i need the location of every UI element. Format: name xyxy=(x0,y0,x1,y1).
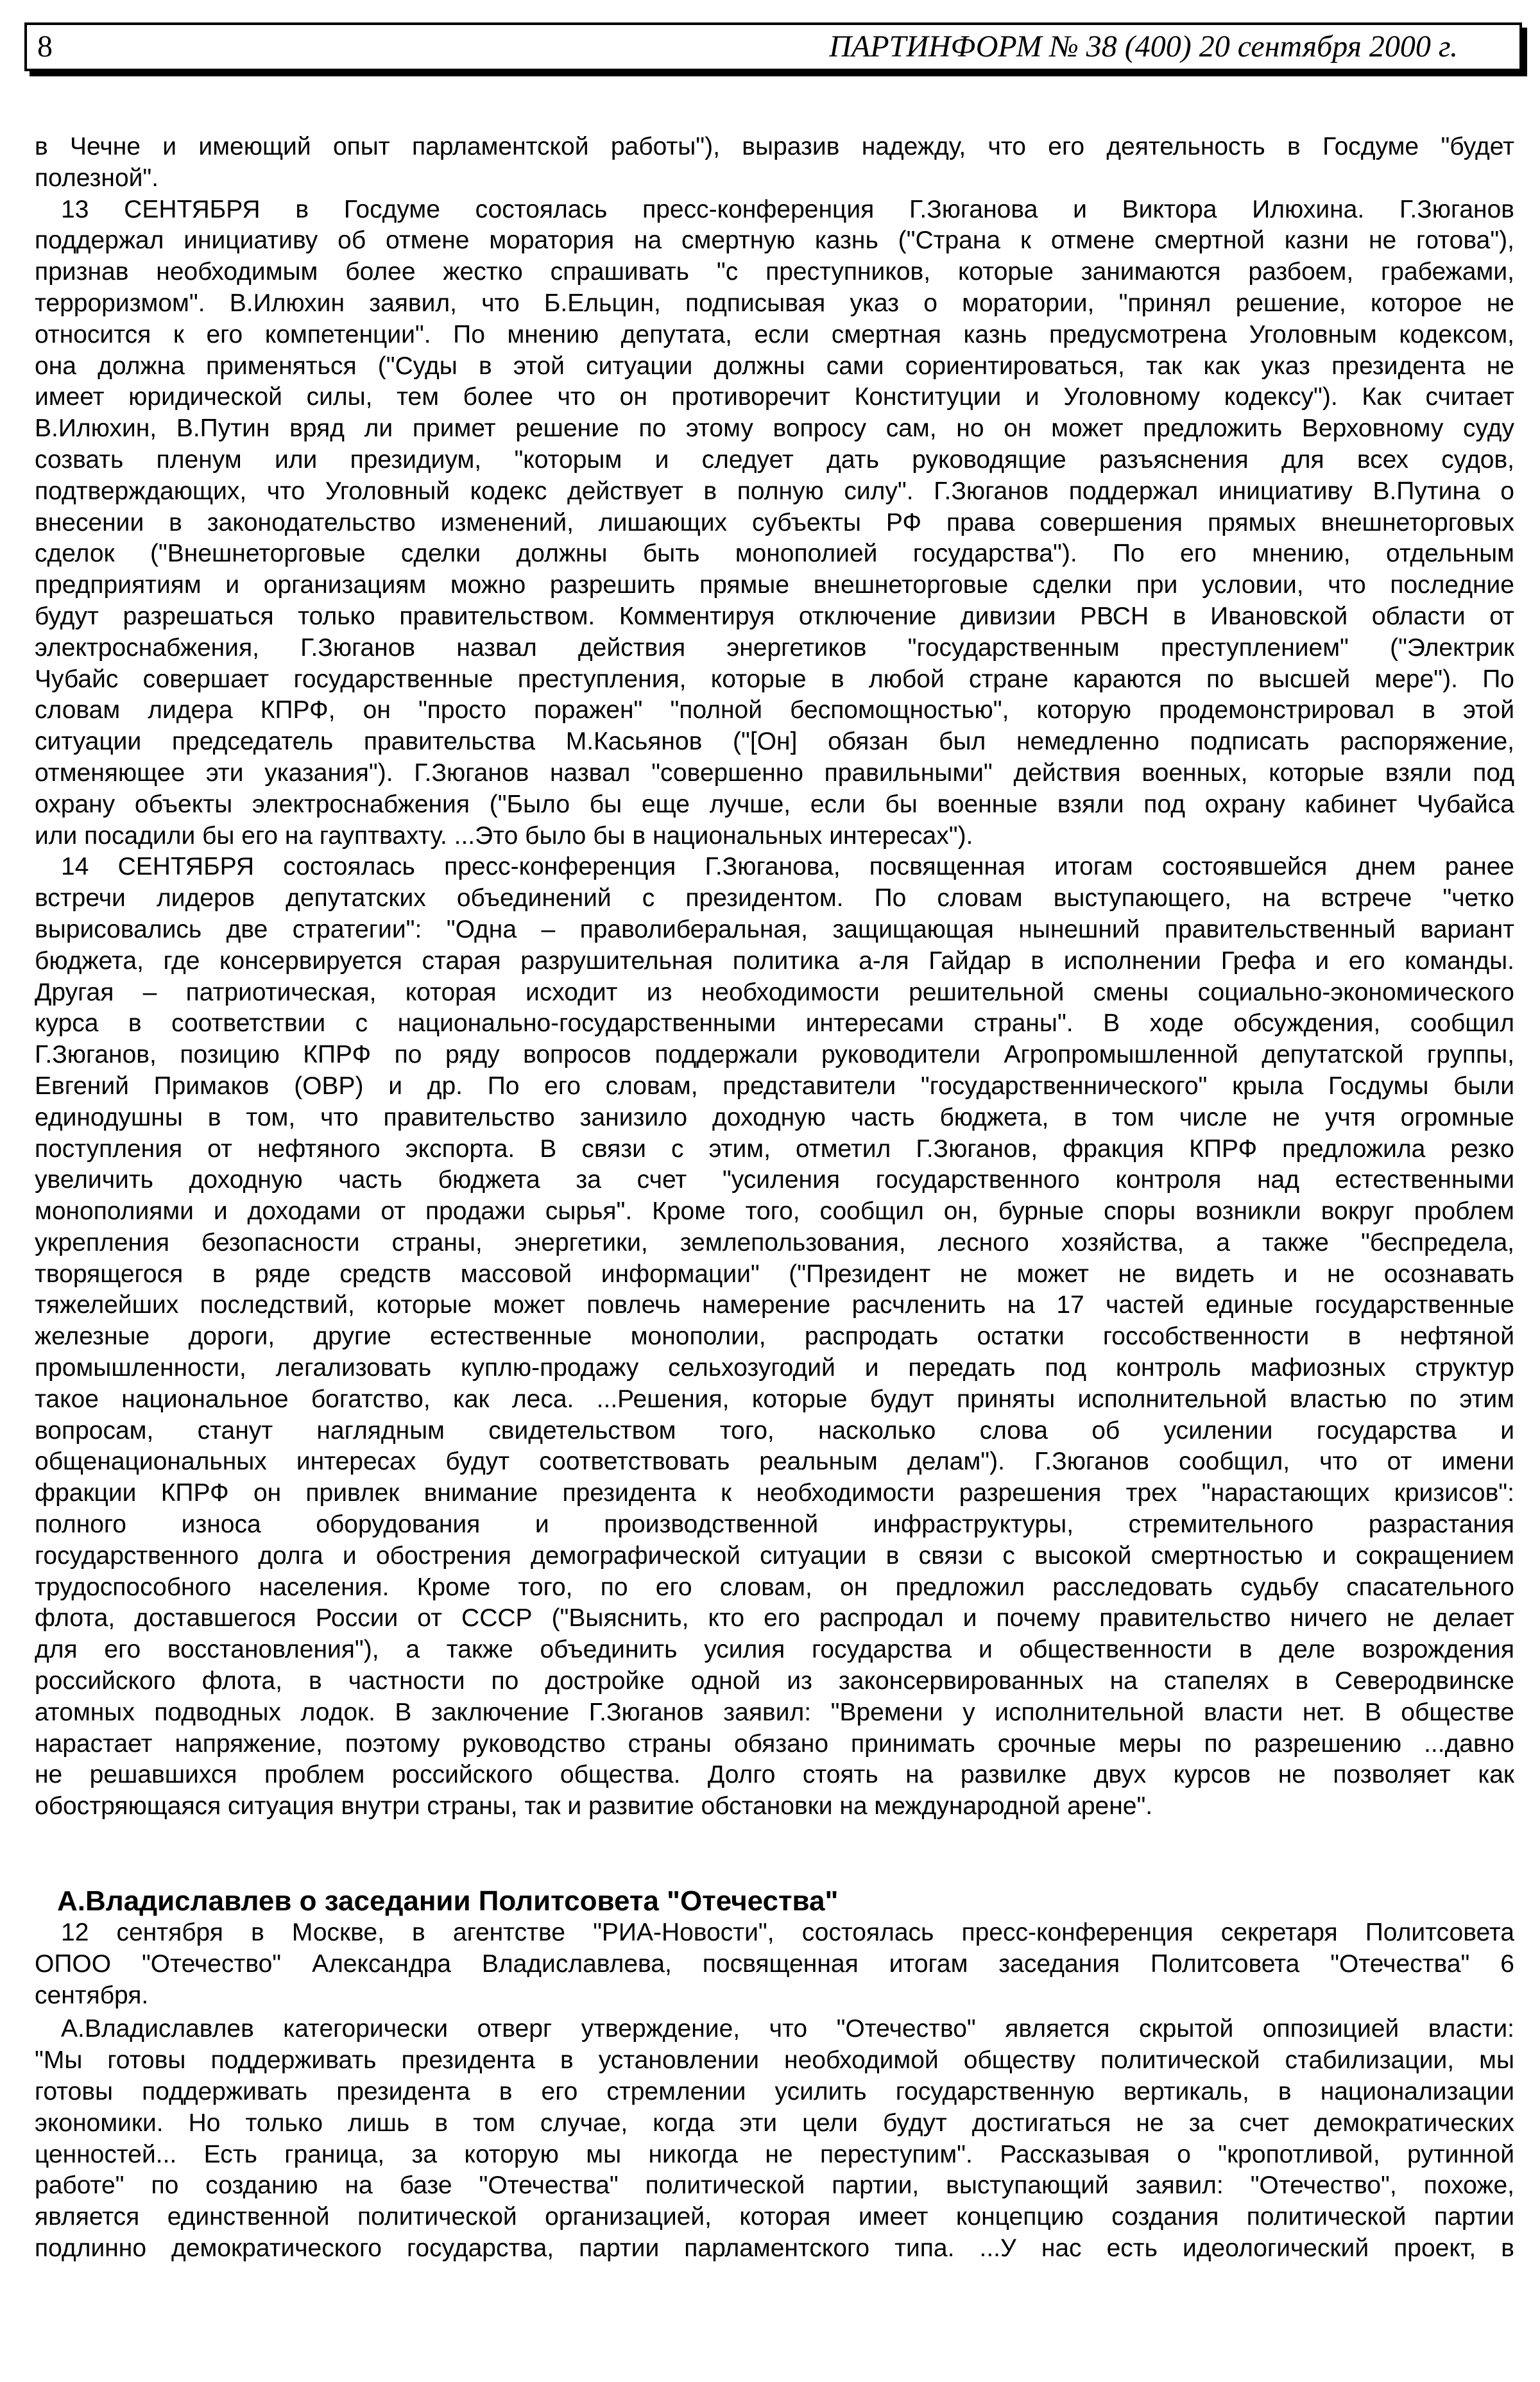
text-line: поступления от нефтяного экспорта. В связи с этим, отметил Г.Зюганов, фракция КПРФ предложила резко xyxy=(35,1135,1514,1163)
text-line: государственного долга и обострения демографической ситуации в связи с высокой смертностью и сокращением xyxy=(35,1541,1514,1570)
text-line: подлинно демократического государства, партии парламентского типа. ...У нас есть идеологический проект, в xyxy=(35,2234,1514,2262)
article-heading: А.Владиславлев о заседании Политсовета "Отечества" xyxy=(57,1885,839,1917)
text-line: А.Владиславлев категорически отверг утверждение, что "Отечество" является скрытой оппозицией власти: xyxy=(61,2015,1514,2043)
text-line: внесении в законодательство изменений, лишающих субъекты РФ права совершения прямых внешнеторговых xyxy=(35,508,1514,536)
text-line: предприятиям и организациям можно разрешить прямые внешнеторговые сделки при условии, что последние xyxy=(35,571,1514,599)
text-line: вопросам, станут наглядным свидетельством того, насколько слова об усилении государства и xyxy=(35,1416,1514,1444)
text-line: железные дороги, другие естественные монополии, распродать остатки госсобственности в нефтяной xyxy=(35,1323,1514,1351)
text-line: увеличить доходную часть бюджета за счет "усиления государственного контроля над естественными xyxy=(35,1166,1514,1194)
text-line: Другая – патриотическая, которая исходит из необходимости решительной смены социально-экономического xyxy=(35,978,1514,1006)
text-line: поддержал инициативу об отмене моратория на смертную казнь ("Страна к отмене смертной казни не готова"), xyxy=(35,227,1514,255)
text-line: 12 сентября в Москве, в агентстве "РИА-Новости", состоялась пресс-конференция секретаря Политсовета xyxy=(61,1919,1514,1946)
text-line: 13 СЕНТЯБРЯ в Госдуме состоялась пресс-конференция Г.Зюганова и Виктора Илюхина. Г.Зюганов xyxy=(61,195,1514,223)
text-line: электроснабжения, Г.Зюганов назвал действия энергетиков "государственным преступлением" ("Электрик xyxy=(35,633,1514,662)
text-line: российского флота, в частности по достройке одной из законсервированных на стапелях в Северодвинске xyxy=(35,1667,1514,1695)
text-line: ситуации председатель правительства М.Касьянов ("[Он] обязан был немедленно подписать распоряжение, xyxy=(35,728,1514,756)
paragraph xyxy=(35,2014,1514,2264)
page-number: 8 xyxy=(37,30,53,64)
text-line: она должна применяться ("Суды в этой ситуации должны сами сориентироваться, так как указ президента не xyxy=(35,352,1514,380)
paragraph xyxy=(35,194,1514,852)
text-line: словам лидера КПРФ, он "просто поражен" "полной беспомощностью", которую продемонстрировал в этой xyxy=(35,696,1514,724)
text-line: ОПОО "Отечество" Александра Владиславлева, посвященная итогам заседания Политсовета "Отечества" 6 xyxy=(35,1949,1514,1978)
text-line: работе" по созданию на базе "Отечества" политической партии, выступающий заявил: "Отечество", похоже, xyxy=(35,2172,1514,2200)
text-line: в Чечне и имеющий опыт парламентской работы"), выразив надежду, что его деятельность в Госдуме "будет xyxy=(35,133,1514,160)
text-line: экономики. Но только лишь в том случае, когда эти цели будут достигаться не за счет демократических xyxy=(35,2109,1514,2137)
text-line: флота, доставшегося России от СССР ("Выяснить, кто его распродал и почему правительство ничего не делает xyxy=(35,1604,1514,1632)
text-line: единодушны в том, что правительство занизило доходную часть бюджета, в том числе не учтя огромные xyxy=(35,1103,1514,1131)
text-line: будут разрешаться только правительством. Комментируя отключение дивизии РВСН в Ивановской области от xyxy=(35,602,1514,630)
text-line: трудоспособного населения. Кроме того, по его словам, он предложил расследовать судьбу спасательного xyxy=(35,1573,1514,1601)
text-line: или посадили бы его на гауптвахту. ...Это было бы в национальных интересах"). xyxy=(35,821,973,850)
article-body-kprf xyxy=(35,132,1514,1822)
article-body-otechestvo xyxy=(35,1917,1514,2267)
text-line: сделок ("Внешнеторговые сделки должны быть монополией государства"). По его мнению, отдельным xyxy=(35,540,1514,568)
text-line: творящегося в ряде средств массовой информации" ("Президент не может не видеть и не осознавать xyxy=(35,1260,1514,1288)
text-line: обостряющаяся ситуация внутри страны, так и развитие обстановки на международной арене". xyxy=(35,1792,1153,1821)
text-line: общенациональных интересах будут соответствовать реальным делам"). Г.Зюганов сообщил, что от имени xyxy=(35,1448,1514,1476)
text-line: относится к его компетенции". По мнению депутата, если смертная казнь предусмотрена Уголовным кодексом, xyxy=(35,320,1514,348)
text-line: вырисовались две стратегии": "Одна – праволиберальная, защищающая нынешний правительственный вариант xyxy=(35,915,1514,943)
page-header xyxy=(24,22,1522,71)
paragraph xyxy=(35,132,1514,194)
text-line: созвать пленум или президиум, "которым и следует дать руководящие разъяснения для всех судов, xyxy=(35,445,1514,474)
text-line: такое национальное богатство, как леса. ...Решения, которые будут приняты исполнительной властью по этим xyxy=(35,1385,1514,1413)
text-line: курса в соответствии с национально-государственными интересами страны". В ходе обсуждения, сообщил xyxy=(35,1009,1514,1038)
text-line: Чубайс совершает государственные преступления, которые в любой стране караются по высшей мере"). По xyxy=(35,665,1514,693)
text-line: полезной". xyxy=(35,164,159,192)
text-line: имеет юридической силы, тем более что он противоречит Конституции и Уголовному кодексу"). Как считает xyxy=(35,383,1514,411)
text-line: сентября. xyxy=(35,1981,149,2009)
text-line: "Мы готовы поддерживать президента в установлении необходимой обществу политической стабилизации, мы xyxy=(35,2046,1514,2075)
text-line: признав необходимым более жестко спрашивать "с преступников, которые занимаются разбоем, грабежами, xyxy=(35,258,1514,286)
text-line: является единственной политической организацией, которая имеет концепцию создания политической партии xyxy=(35,2203,1514,2231)
text-line: 14 СЕНТЯБРЯ состоялась пресс-конференция Г.Зюганова, посвященная итогам состоявшейся днем ранее xyxy=(61,853,1514,881)
publication-title: ПАРТИНФОРМ № 38 (400) 20 сентября 2000 г. xyxy=(829,30,1458,64)
text-line: встречи лидеров депутатских объединений с президентом. По словам выступающего, на встрече "четко xyxy=(35,884,1514,913)
text-line: промышленности, легализовать куплю-продажу сельхозугодий и передать под контроль мафиозных структур xyxy=(35,1354,1514,1382)
paragraph xyxy=(35,1917,1514,2011)
text-line: нарастает напряжение, поэтому руководство страны обязано принимать срочные меры по разрешению ...давно xyxy=(35,1729,1514,1758)
text-line: Евгений Примаков (ОВР) и др. По его словам, представители "государственнического" крыла Госдумы были xyxy=(35,1072,1514,1100)
text-line: фракции КПРФ он привлек внимание президента к необходимости разрешения трех "нарастающих кризисов": xyxy=(35,1479,1514,1507)
text-line: подтверждающих, что Уголовный кодекс действует в полную силу". Г.Зюганов поддержал инициативу В.Путина о xyxy=(35,477,1514,505)
text-line: отменяющее эти указания"). Г.Зюганов назвал "совершенно правильными" действия военных, которые взяли под xyxy=(35,758,1514,787)
text-line: бюджета, где консервируется старая разрушительная политика а-ля Гайдар в исполнении Грефа и его команды. xyxy=(35,947,1514,975)
text-line: тяжелейших последствий, которые может повлечь намерение расчленить на 17 частей единые государственные xyxy=(35,1291,1514,1319)
paragraph xyxy=(35,852,1514,1822)
text-line: полного износа оборудования и производственной инфраструктуры, стремительного разрастания xyxy=(35,1511,1514,1539)
text-line: не решавшихся проблем российского общества. Долго стоять на развилке двух курсов не позволяет как xyxy=(35,1761,1514,1789)
text-line: готовы поддерживать президента в его стремлении усилить государственную вертикаль, в национализации xyxy=(35,2077,1514,2105)
text-line: для его восстановления"), а также объединить усилия государства и общественности в деле возрождения xyxy=(35,1636,1514,1664)
text-line: ценностей... Есть граница, за которую мы никогда не переступим". Рассказывая о "кропотливой, рутинной xyxy=(35,2140,1514,2168)
text-line: укрепления безопасности страны, энергетики, землепользования, лесного хозяйства, а также "беспредела, xyxy=(35,1228,1514,1256)
text-line: охрану объекты электроснабжения ("Было бы еще лучше, если бы военные взяли под охрану кабинет Чубайса xyxy=(35,790,1514,818)
text-line: терроризмом". В.Илюхин заявил, что Б.Ельцин, подписывая указ о моратории, "принял решение, которое не xyxy=(35,289,1514,317)
text-line: атомных подводных лодок. В заключение Г.Зюганов заявил: "Времени у исполнительной власти нет. В обществе xyxy=(35,1698,1514,1726)
text-line: Г.Зюганов, позицию КПРФ по ряду вопросов поддержали руководители Агропромышленной депутатской группы, xyxy=(35,1041,1514,1069)
text-line: монополиями и доходами от продажи сырья". Кроме того, сообщил он, бурные споры возникли вокруг проблем xyxy=(35,1197,1514,1226)
text-line: В.Илюхин, В.Путин вряд ли примет решение по этому вопросу сам, но он может предложить Верховному суду xyxy=(35,415,1514,443)
